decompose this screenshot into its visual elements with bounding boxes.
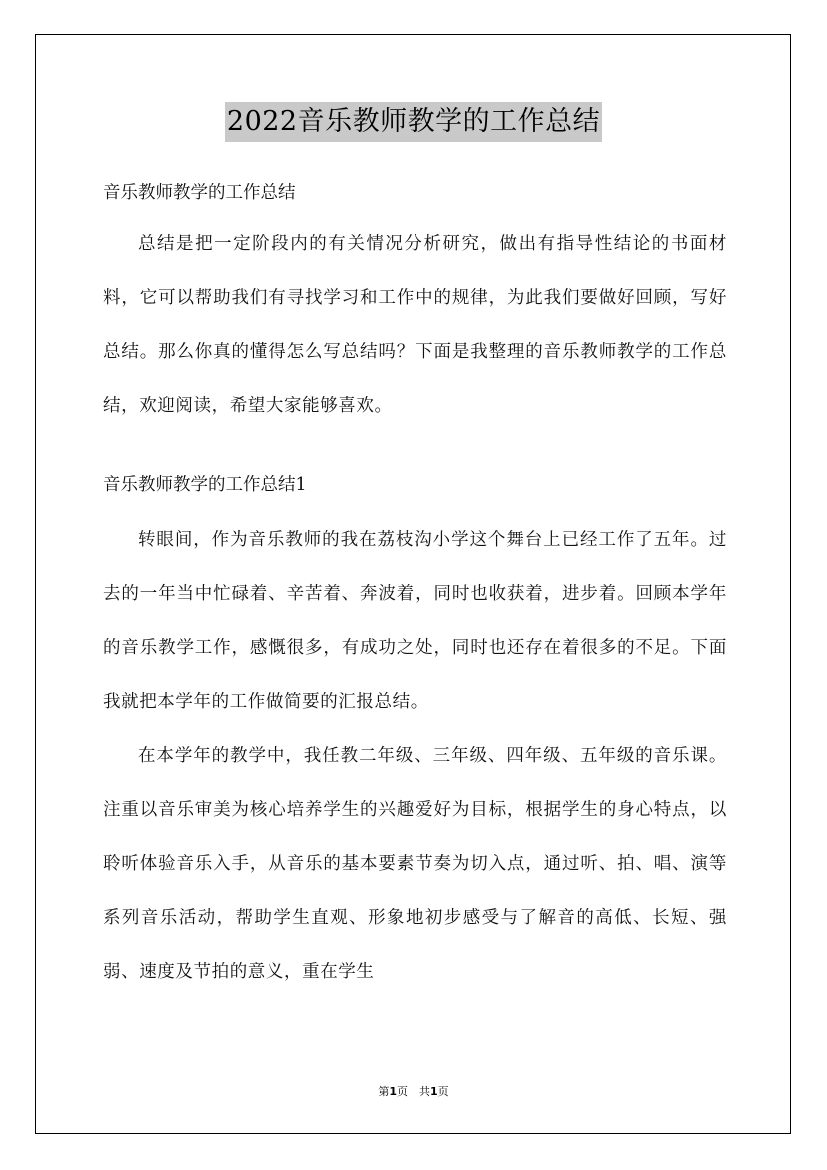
footer-total-pages: 1 <box>430 1085 438 1098</box>
footer-page-mid: 页 共 <box>397 1085 430 1098</box>
body-paragraph: 转眼间，作为音乐教师的我在荔枝沟小学这个舞台上已经工作了五年。过去的一年当中忙碌着、辛苦着、奔波着，同时也收获着，进步着。回顾本学年的音乐教学工作，感慨很多，有成功之处，同时也还存在着很多的不足。下面我就把本学年的工作做简要的汇报总结。 <box>103 530 727 712</box>
document-subtitle: 音乐教师教学的工作总结 <box>103 183 296 203</box>
section-heading: 音乐教师教学的工作总结1 <box>103 475 307 495</box>
title-container <box>0 102 827 142</box>
intro-paragraph: 总结是把一定阶段内的有关情况分析研究，做出有指导性结论的书面材料，它可以帮助我们有寻找学习和工作中的规律，为此我们要做好回顾，写好总结。那么你真的懂得怎么写总结吗？下面是我整理的音乐教师教学的工作总结，欢迎阅读，希望大家能够喜欢。 <box>103 234 727 416</box>
page-footer <box>0 1083 827 1099</box>
document-body <box>103 175 727 999</box>
document-title: 2022音乐教师教学的工作总结 <box>225 102 602 142</box>
body-paragraph: 在本学年的教学中，我任教二年级、三年级、四年级、五年级的音乐课。注重以音乐审美为核心培养学生的兴趣爱好为目标，根据学生的身心特点，以聆听体验音乐入手，从音乐的基本要素节奏为切入点，通过听、拍、唱、演等系列音乐活动，帮助学生直观、形象地初步感受与了解音的高低、长短、强弱、速度及节拍的意义，重在学生 <box>103 746 727 982</box>
footer-page-suffix: 页 <box>437 1085 449 1098</box>
footer-page-number: 1 <box>389 1085 397 1098</box>
footer-page-prefix: 第 <box>378 1085 390 1098</box>
